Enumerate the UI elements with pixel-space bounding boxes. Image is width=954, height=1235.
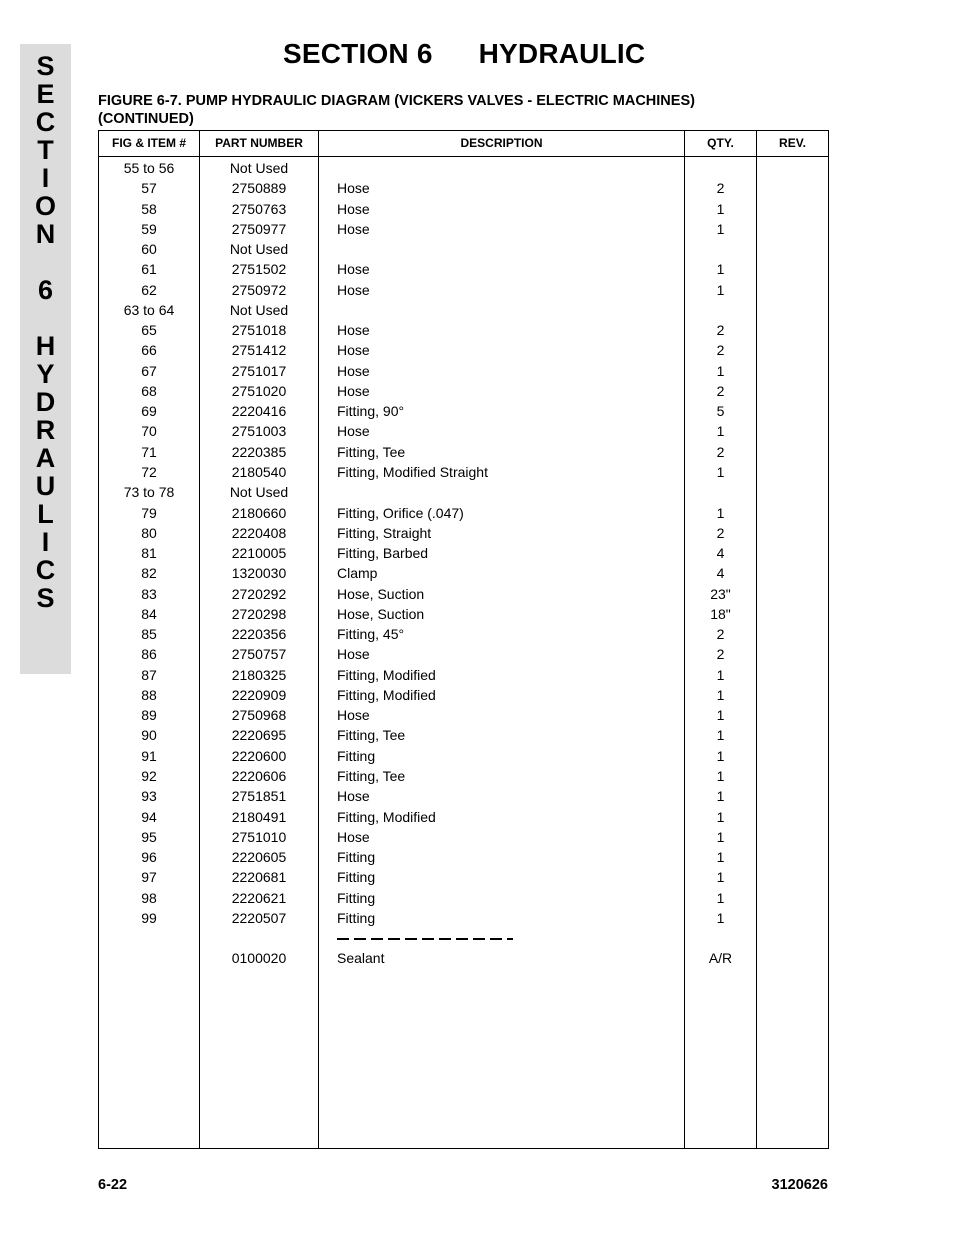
item-number-cell: 99 bbox=[141, 909, 157, 926]
side-tab-letter: H bbox=[35, 331, 56, 361]
part-number-cell: 2220681 bbox=[231, 869, 287, 886]
table-row bbox=[99, 766, 828, 786]
description-cell: Fitting, Tee bbox=[337, 767, 406, 784]
part-number-cell: Not Used bbox=[229, 241, 289, 258]
item-number-cell: 63 to 64 bbox=[123, 301, 175, 318]
table-row bbox=[99, 665, 828, 685]
description-cell: Hose bbox=[337, 322, 370, 339]
description-cell: Fitting bbox=[337, 747, 376, 764]
part-number-cell: 2180660 bbox=[231, 504, 287, 521]
quantity-cell: 1 bbox=[716, 200, 725, 217]
description-cell: Hose bbox=[337, 220, 370, 237]
table-row bbox=[99, 644, 828, 664]
side-tab-letter: E bbox=[36, 79, 55, 109]
quantity-cell: 1 bbox=[716, 423, 725, 440]
quantity-cell: 1 bbox=[716, 849, 725, 866]
description-cell: Hose bbox=[337, 382, 370, 399]
table-row bbox=[99, 705, 828, 725]
item-number-cell: 62 bbox=[141, 281, 157, 298]
table-body bbox=[99, 158, 828, 969]
part-number-cell: 2220408 bbox=[231, 524, 287, 541]
part-number-cell: 2751018 bbox=[231, 322, 287, 339]
table-row bbox=[99, 786, 828, 806]
side-tab-gap bbox=[20, 248, 71, 276]
table-row bbox=[99, 827, 828, 847]
table-row bbox=[99, 563, 828, 583]
table-row bbox=[99, 158, 828, 178]
side-tab-letter: O bbox=[34, 191, 56, 221]
description-cell: Fitting bbox=[337, 869, 376, 886]
side-tab-letter: U bbox=[35, 471, 56, 501]
item-number-cell: 83 bbox=[141, 585, 157, 602]
table-row bbox=[99, 523, 828, 543]
section-number: SECTION 6 bbox=[283, 38, 433, 69]
side-tab-letter: S bbox=[36, 583, 55, 613]
part-number-cell: 2210005 bbox=[231, 545, 287, 562]
table-row bbox=[99, 178, 828, 198]
part-number-cell: Not Used bbox=[229, 484, 289, 501]
table-row bbox=[99, 807, 828, 827]
table-row bbox=[99, 361, 828, 381]
description-cell: Hose bbox=[337, 200, 370, 217]
item-number-cell: 65 bbox=[141, 322, 157, 339]
header-description: DESCRIPTION bbox=[460, 136, 543, 150]
table-row bbox=[99, 320, 828, 340]
item-number-cell: 61 bbox=[141, 261, 157, 278]
part-number-cell: 2751851 bbox=[231, 788, 287, 805]
description-cell: Hose bbox=[337, 281, 370, 298]
item-number-cell: 96 bbox=[141, 849, 157, 866]
description-cell: Hose bbox=[337, 707, 370, 724]
quantity-cell: 1 bbox=[716, 828, 725, 845]
side-tab-letter: A bbox=[35, 443, 56, 473]
item-number-cell: 68 bbox=[141, 382, 157, 399]
part-number-cell: 2750763 bbox=[231, 200, 287, 217]
header-rev: REV. bbox=[779, 136, 806, 150]
figure-caption-line1: FIGURE 6-7. PUMP HYDRAULIC DIAGRAM (VICKERS VALVES - ELECTRIC MACHINES) bbox=[98, 93, 695, 109]
part-number-cell: 1320030 bbox=[231, 565, 287, 582]
quantity-cell: 18" bbox=[710, 605, 731, 622]
part-number-cell: 2220385 bbox=[231, 443, 287, 460]
table-row bbox=[99, 381, 828, 401]
part-number-cell: 2220621 bbox=[231, 889, 287, 906]
item-number-cell: 67 bbox=[141, 362, 157, 379]
side-tab-letter: S bbox=[36, 51, 55, 81]
description-cell: Fitting, 45° bbox=[337, 626, 405, 643]
table-row bbox=[99, 259, 828, 279]
item-number-cell: 98 bbox=[141, 889, 157, 906]
description-cell: Fitting, Orifice (.047) bbox=[337, 504, 464, 521]
table-row bbox=[99, 239, 828, 259]
quantity-cell: 4 bbox=[716, 565, 725, 582]
item-number-cell: 97 bbox=[141, 869, 157, 886]
quantity-cell: 2 bbox=[716, 646, 725, 663]
item-number-cell: 69 bbox=[141, 403, 157, 420]
side-tab-letter: C bbox=[35, 107, 56, 137]
part-number-cell: 2720298 bbox=[231, 605, 287, 622]
part-number-cell: 2750757 bbox=[231, 646, 287, 663]
item-number-cell: 80 bbox=[141, 524, 157, 541]
part-number-cell: 2751010 bbox=[231, 828, 287, 845]
table-row bbox=[99, 604, 828, 624]
quantity-cell: 1 bbox=[716, 909, 725, 926]
part-number-cell: 2750977 bbox=[231, 220, 287, 237]
table-row bbox=[99, 421, 828, 441]
description-cell: Fitting, Straight bbox=[337, 524, 432, 541]
table-row bbox=[99, 725, 828, 745]
table-row bbox=[99, 624, 828, 644]
table-row bbox=[99, 928, 828, 948]
item-number-cell: 85 bbox=[141, 626, 157, 643]
table-row bbox=[99, 543, 828, 563]
figure-caption bbox=[98, 92, 798, 128]
quantity-cell: 1 bbox=[716, 889, 725, 906]
part-number-cell: 2220909 bbox=[231, 686, 287, 703]
side-tab-letter: D bbox=[35, 387, 56, 417]
description-cell: Hose, Suction bbox=[337, 605, 425, 622]
table-row bbox=[99, 888, 828, 908]
item-number-cell: 84 bbox=[141, 605, 157, 622]
item-number-cell: 72 bbox=[141, 463, 157, 480]
part-number-cell: 2750972 bbox=[231, 281, 287, 298]
side-tab-letter: R bbox=[35, 415, 56, 445]
item-number-cell: 79 bbox=[141, 504, 157, 521]
description-cell: Hose bbox=[337, 362, 370, 379]
description-cell: Fitting, Tee bbox=[337, 727, 406, 744]
part-number-cell: 2751502 bbox=[231, 261, 287, 278]
quantity-cell: 1 bbox=[716, 788, 725, 805]
page-number: 6-22 bbox=[98, 1177, 128, 1193]
description-cell: Hose bbox=[337, 788, 370, 805]
table-row bbox=[99, 847, 828, 867]
quantity-cell: 2 bbox=[716, 382, 725, 399]
table-row bbox=[99, 300, 828, 320]
part-number-cell: 2750889 bbox=[231, 180, 287, 197]
header-item: FIG & ITEM # bbox=[111, 136, 186, 150]
item-number-cell: 81 bbox=[141, 545, 157, 562]
item-number-cell: 88 bbox=[141, 686, 157, 703]
part-number-cell: 2180325 bbox=[231, 666, 287, 683]
description-cell: Clamp bbox=[337, 565, 378, 582]
item-number-cell: 73 to 78 bbox=[123, 484, 175, 501]
part-number-cell: 2720292 bbox=[231, 585, 287, 602]
description-cell: Fitting, Modified bbox=[337, 808, 436, 825]
quantity-cell: 1 bbox=[716, 504, 725, 521]
item-number-cell: 57 bbox=[141, 180, 157, 197]
section-side-tab bbox=[20, 44, 71, 674]
separator-dashes bbox=[337, 938, 513, 940]
header-qty: QTY. bbox=[707, 136, 734, 150]
table-row bbox=[99, 503, 828, 523]
quantity-cell: 2 bbox=[716, 180, 725, 197]
quantity-cell: 1 bbox=[716, 747, 725, 764]
table-row bbox=[99, 584, 828, 604]
quantity-cell: 23" bbox=[710, 585, 731, 602]
quantity-cell: 2 bbox=[716, 443, 725, 460]
quantity-cell: 1 bbox=[716, 727, 725, 744]
table-row bbox=[99, 219, 828, 239]
description-cell: Fitting bbox=[337, 909, 376, 926]
quantity-cell: 2 bbox=[716, 322, 725, 339]
table-row bbox=[99, 908, 828, 928]
side-tab-letter: Y bbox=[36, 359, 55, 389]
part-number-cell: 2180491 bbox=[231, 808, 287, 825]
section-topic: HYDRAULIC bbox=[478, 38, 646, 69]
description-cell: Hose bbox=[337, 261, 370, 278]
part-number-cell: 2220507 bbox=[231, 909, 287, 926]
side-tab-letter: C bbox=[35, 555, 56, 585]
item-number-cell: 95 bbox=[141, 828, 157, 845]
header-part-number: PART NUMBER bbox=[215, 136, 303, 150]
description-cell: Fitting, Barbed bbox=[337, 545, 429, 562]
description-cell: Fitting, Modified bbox=[337, 666, 436, 683]
item-number-cell: 90 bbox=[141, 727, 157, 744]
quantity-cell: 1 bbox=[716, 281, 725, 298]
quantity-cell: 2 bbox=[716, 342, 725, 359]
item-number-cell: 58 bbox=[141, 200, 157, 217]
item-number-cell: 94 bbox=[141, 808, 157, 825]
part-number-cell: Not Used bbox=[229, 160, 289, 176]
description-cell: Hose bbox=[337, 423, 370, 440]
item-number-cell: 71 bbox=[141, 443, 157, 460]
part-number-cell: Not Used bbox=[229, 301, 289, 318]
page-title bbox=[283, 38, 645, 70]
side-tab-letter: I bbox=[41, 527, 50, 557]
part-number-cell: 2220600 bbox=[231, 747, 287, 764]
item-number-cell: 82 bbox=[141, 565, 157, 582]
quantity-cell: 1 bbox=[716, 666, 725, 683]
quantity-cell: 4 bbox=[716, 545, 725, 562]
quantity-cell: 2 bbox=[716, 626, 725, 643]
item-number-cell: 55 to 56 bbox=[123, 160, 175, 176]
part-number-cell: 2220416 bbox=[231, 403, 287, 420]
quantity-cell: 1 bbox=[716, 261, 725, 278]
item-number-cell: 87 bbox=[141, 666, 157, 683]
quantity-cell: 1 bbox=[716, 869, 725, 886]
description-cell: Hose bbox=[337, 646, 370, 663]
side-tab-letters bbox=[20, 52, 71, 612]
part-number-cell: 2751412 bbox=[231, 342, 287, 359]
quantity-cell: 1 bbox=[716, 220, 725, 237]
table-row bbox=[99, 442, 828, 462]
item-number-cell: 89 bbox=[141, 707, 157, 724]
description-cell: Fitting bbox=[337, 849, 376, 866]
table-row bbox=[99, 948, 828, 968]
side-tab-letter: T bbox=[37, 135, 54, 165]
item-number-cell: 66 bbox=[141, 342, 157, 359]
parts-table bbox=[98, 130, 829, 1149]
header-divider bbox=[99, 156, 828, 157]
table-row bbox=[99, 199, 828, 219]
table-row bbox=[99, 867, 828, 887]
side-tab-letter: N bbox=[35, 219, 56, 249]
side-tab-gap bbox=[20, 304, 71, 332]
part-number-cell: 0100020 bbox=[231, 950, 287, 967]
description-cell: Hose, Suction bbox=[337, 585, 425, 602]
description-cell: Fitting bbox=[337, 889, 376, 906]
table-row bbox=[99, 280, 828, 300]
part-number-cell: 2751020 bbox=[231, 382, 287, 399]
item-number-cell: 59 bbox=[141, 220, 157, 237]
part-number-cell: 2220695 bbox=[231, 727, 287, 744]
side-tab-letter: I bbox=[41, 163, 50, 193]
part-number-cell: 2220606 bbox=[231, 767, 287, 784]
item-number-cell: 70 bbox=[141, 423, 157, 440]
item-number-cell: 93 bbox=[141, 788, 157, 805]
description-cell: Fitting, 90° bbox=[337, 403, 405, 420]
table-row bbox=[99, 685, 828, 705]
part-number-cell: 2750968 bbox=[231, 707, 287, 724]
table-row bbox=[99, 482, 828, 502]
side-tab-letter: 6 bbox=[37, 275, 54, 305]
table-row bbox=[99, 401, 828, 421]
table-row bbox=[99, 340, 828, 360]
description-cell: Fitting, Modified bbox=[337, 686, 436, 703]
side-tab-letter: L bbox=[37, 499, 54, 529]
quantity-cell: A/R bbox=[708, 950, 733, 967]
quantity-cell: 5 bbox=[716, 403, 725, 420]
table-row bbox=[99, 746, 828, 766]
description-cell: Fitting, Tee bbox=[337, 443, 406, 460]
quantity-cell: 1 bbox=[716, 767, 725, 784]
quantity-cell: 1 bbox=[716, 707, 725, 724]
description-cell: Fitting, Modified Straight bbox=[337, 463, 488, 480]
figure-caption-line2: (CONTINUED) bbox=[98, 111, 194, 127]
description-cell: Hose bbox=[337, 180, 370, 197]
description-cell: Hose bbox=[337, 828, 370, 845]
item-number-cell: 92 bbox=[141, 767, 157, 784]
part-number-cell: 2220605 bbox=[231, 849, 287, 866]
document-number: 3120626 bbox=[771, 1177, 828, 1193]
quantity-cell: 1 bbox=[716, 362, 725, 379]
part-number-cell: 2751017 bbox=[231, 362, 287, 379]
item-number-cell: 91 bbox=[141, 747, 157, 764]
quantity-cell: 1 bbox=[716, 463, 725, 480]
quantity-cell: 1 bbox=[716, 808, 725, 825]
description-cell: Hose bbox=[337, 342, 370, 359]
quantity-cell: 1 bbox=[716, 686, 725, 703]
quantity-cell: 2 bbox=[716, 524, 725, 541]
description-cell: Sealant bbox=[337, 950, 385, 967]
table-row bbox=[99, 462, 828, 482]
part-number-cell: 2220356 bbox=[231, 626, 287, 643]
part-number-cell: 2180540 bbox=[231, 463, 287, 480]
part-number-cell: 2751003 bbox=[231, 423, 287, 440]
item-number-cell: 60 bbox=[141, 241, 157, 258]
item-number-cell: 86 bbox=[141, 646, 157, 663]
